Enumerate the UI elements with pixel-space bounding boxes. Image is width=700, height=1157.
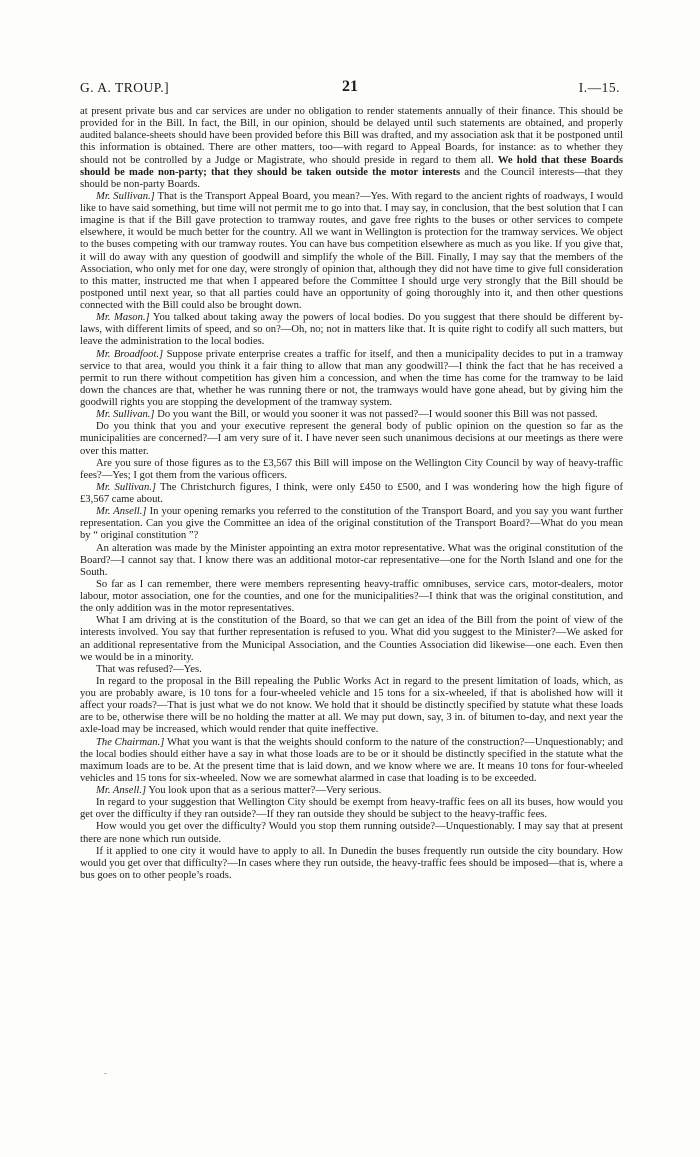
- footer-rule: [104, 1073, 107, 1074]
- paragraph: [80, 543, 623, 579]
- paragraph: [80, 349, 623, 410]
- speaker-label: Mr. Sullivan.]: [96, 481, 157, 493]
- paragraph: [80, 579, 623, 615]
- speaker-label: Mr. Sullivan.]: [96, 190, 155, 202]
- speaker-label: Mr. Ansell.]: [96, 785, 147, 796]
- paragraph-text: What you want is that the weights should conform to the nature of the construction?—Unquestionably; and the local bodies should either have a say in what those loads are to be or it should be distinctly specified in the statute what the maximum loads are to be. At the present time that is laid down, and we know where we are. It means 10 tons for four-wheeled vehicles and 15 tons for six-wheeled. Now we are somewhat alarmed in case that loading is to be exceeded.: [80, 736, 623, 784]
- page-header: [80, 80, 620, 100]
- paragraph: [80, 797, 623, 821]
- paragraph-text: How would you get over the difficulty? Would you stop them running outside?—Unquestionably. I may say that at present there are none which run outside.: [80, 821, 623, 845]
- paragraph-text: Do you think that you and your executive represent the general body of public opinion on the question so far as the municipalities are concerned?—I am very sure of it. I have never seen such unanimous decisions at our meetings as there were over this matter.: [80, 421, 623, 457]
- bold-text: We hold that these Boards should be made non-party; that they should be taken outside the motor interests: [80, 154, 623, 178]
- paragraph-text: Are you sure of those figures as to the £3,567 this Bill will impose on the Wellington City Council by way of heavy-traffic fees?—Yes; I got them from the various officers.: [80, 457, 623, 481]
- paragraph: [80, 458, 623, 482]
- speaker-label: Mr. Sullivan.]: [96, 409, 155, 421]
- paragraph-text: In regard to the proposal in the Bill repealing the Public Works Act in regard to the present limitation of loads, which, as you are probably aware, is 10 tons for a four-wheeled vehicle and 15 tons for a six-wheeled, if that is abolished how will it affect your roads?—That is just what we do not know. We hold that it should be distinctly specified by statute what these loads are to be, otherwise there will be no holding the matter at all. We may put down, say, 3 in. of bitumen to-day, and next year the axle-load may be increased, which would render that quite ineffective.: [80, 675, 623, 736]
- paragraph: [80, 785, 623, 797]
- paragraph-text: If it applied to one city it would have to apply to all. In Dunedin the buses frequently run outside the city boundary. How would you get over that difficulty?—In cases where they run outside, the heavy-traffic fees should be imposed—that is, where a bus goes on to other people’s roads.: [80, 845, 623, 881]
- paragraph: [80, 506, 623, 542]
- paragraph: [80, 737, 623, 786]
- paragraph-text: What I am driving at is the constitution of the Board, so that we can get an idea of the Bill from the point of view of the interests involved. You say that further representation is refused to you. What did you suggest to the Minister?—We asked for an additional representative from the Municipal Association, and the Counties Association did likewise—one each. Even then we would be in a minority.: [80, 615, 623, 663]
- paragraph: [80, 421, 623, 457]
- paragraph-text: An alteration was made by the Minister appointing an extra motor representative. What was the original constitution of the Board?—I cannot say that. I know there was an additional motor-car representative—one for the North Island and one for the South.: [80, 542, 623, 578]
- paragraph-text: That was refused?—Yes.: [96, 663, 202, 675]
- paragraph: [80, 676, 623, 737]
- paragraph: [80, 312, 623, 348]
- paragraph-text: So far as I can remember, there were members representing heavy-traffic omnibuses, service cars, motor-dealers, motor labour, motor association, one for the counties, and one for the municipalities?—I think that was the original constitution, and the only addition was in the motor representatives.: [80, 578, 623, 615]
- paragraph: [80, 821, 623, 845]
- paragraph: [80, 409, 623, 421]
- paragraph-text: In your opening remarks you referred to the constitution of the Transport Board, and you say you want further representation. Can you give the Committee an idea of the original constitution of the Transport Board?—What do you mean by “ original constitution ”?: [80, 506, 623, 542]
- paragraph: [80, 664, 623, 676]
- paragraph: [80, 106, 623, 191]
- paragraph-text: You talked about taking away the powers of local bodies. Do you suggest that there should be different by-laws, with different limits of speed, and so on?—Oh, no; not in matters like that. It is quite right to codify all such matters, but leave the administration to the local bodies.: [80, 312, 623, 348]
- page-number: 21: [342, 78, 358, 95]
- document-body: [80, 106, 623, 882]
- paragraph-text: In regard to your suggestion that Wellington City should be exempt from heavy-traffic fees on all its buses, how would you get over the difficulty if they ran outside?—If they ran outside they should be subject to the heavy-traffic fees.: [80, 797, 623, 821]
- paragraph-text: Do you want the Bill, or would you sooner it was not passed?—I would sooner this Bill was not passed.: [154, 409, 598, 421]
- paragraph-text: and the Council interests—that they should be non-party Boards.: [80, 166, 623, 190]
- paragraph: [80, 191, 623, 312]
- paragraph-text: That is the Transport Appeal Board, you mean?—Yes. With regard to the ancient rights of roadways, I would like to have said something, but time will not permit me to go into that. I may say, in conclusion, that the best solution that I can imagine is that if the Bill gave protection to tramway routes, and gave free rights to the buses or other services to compete elsewhere, it would be much better for the country. All we want in Wellington is protection for the tramway services. We object to the buses competing with our tramway routes. You can have bus competition elsewhere as much as you like. If you give that, it will do away with any question of goodwill and simplify the whole of the Bill. Finally, I may say that the members of the Association, who only met for one day, were strongly of opinion that, although they did not have time to give full consideration to this matter, instructed me that when I appeared before the Committee I should urge very strongly that the Bill should be postponed until next year, so that all parties could have an opportunity of going thoroughly into it, and then other questions connected with the Bill could also be brought down.: [80, 190, 624, 311]
- document-reference: I.—15.: [578, 80, 620, 95]
- paragraph: [80, 615, 623, 664]
- speaker-label: Mr. Mason.]: [96, 312, 150, 324]
- paragraph: [80, 482, 623, 506]
- paragraph-text: Suppose private enterprise creates a traffic for itself, and then a municipality decides to put in a tramway service to that area, would you think it a fair thing to allow that man any goodwill?—I think the fact that he has received a permit to run there without competition has given him a concession, and when the time has come for the tramway to be laid down the chances are that, whether he was running there or not, the tramways would have gone ahead, but by giving him the goodwill rights you are stopping the development of the tramway system.: [80, 348, 623, 408]
- paragraph: [80, 846, 623, 882]
- speaker-label: Mr. Broadfoot.]: [96, 348, 164, 360]
- speaker-label: Mr. Ansell.]: [96, 506, 147, 518]
- header-author: G. A. TROUP.]: [80, 80, 170, 95]
- paragraph-text: at present private bus and car services are under no obligation to render statements annually of their finance. This should be provided for in the Bill. In fact, the Bill, in our opinion, should be delayed until such statements are obtained, and properly audited balance-sheets should have been provided before this Bill was drafted, and my association ask that it be postponed until this information is obtained. There are other matters, too—with regard to Appeal Boards, for instance: as to whether they should not be controlled by a Judge or Magistrate, who should preside in regard to them all.: [80, 106, 623, 166]
- speaker-label: The Chairman.]: [96, 736, 165, 748]
- paragraph-text: You look upon that as a serious matter?—Very serious.: [146, 785, 382, 796]
- paragraph-text: The Christchurch figures, I think, were only £450 to £500, and I was wondering how the high figure of £3,567 came about.: [80, 481, 623, 505]
